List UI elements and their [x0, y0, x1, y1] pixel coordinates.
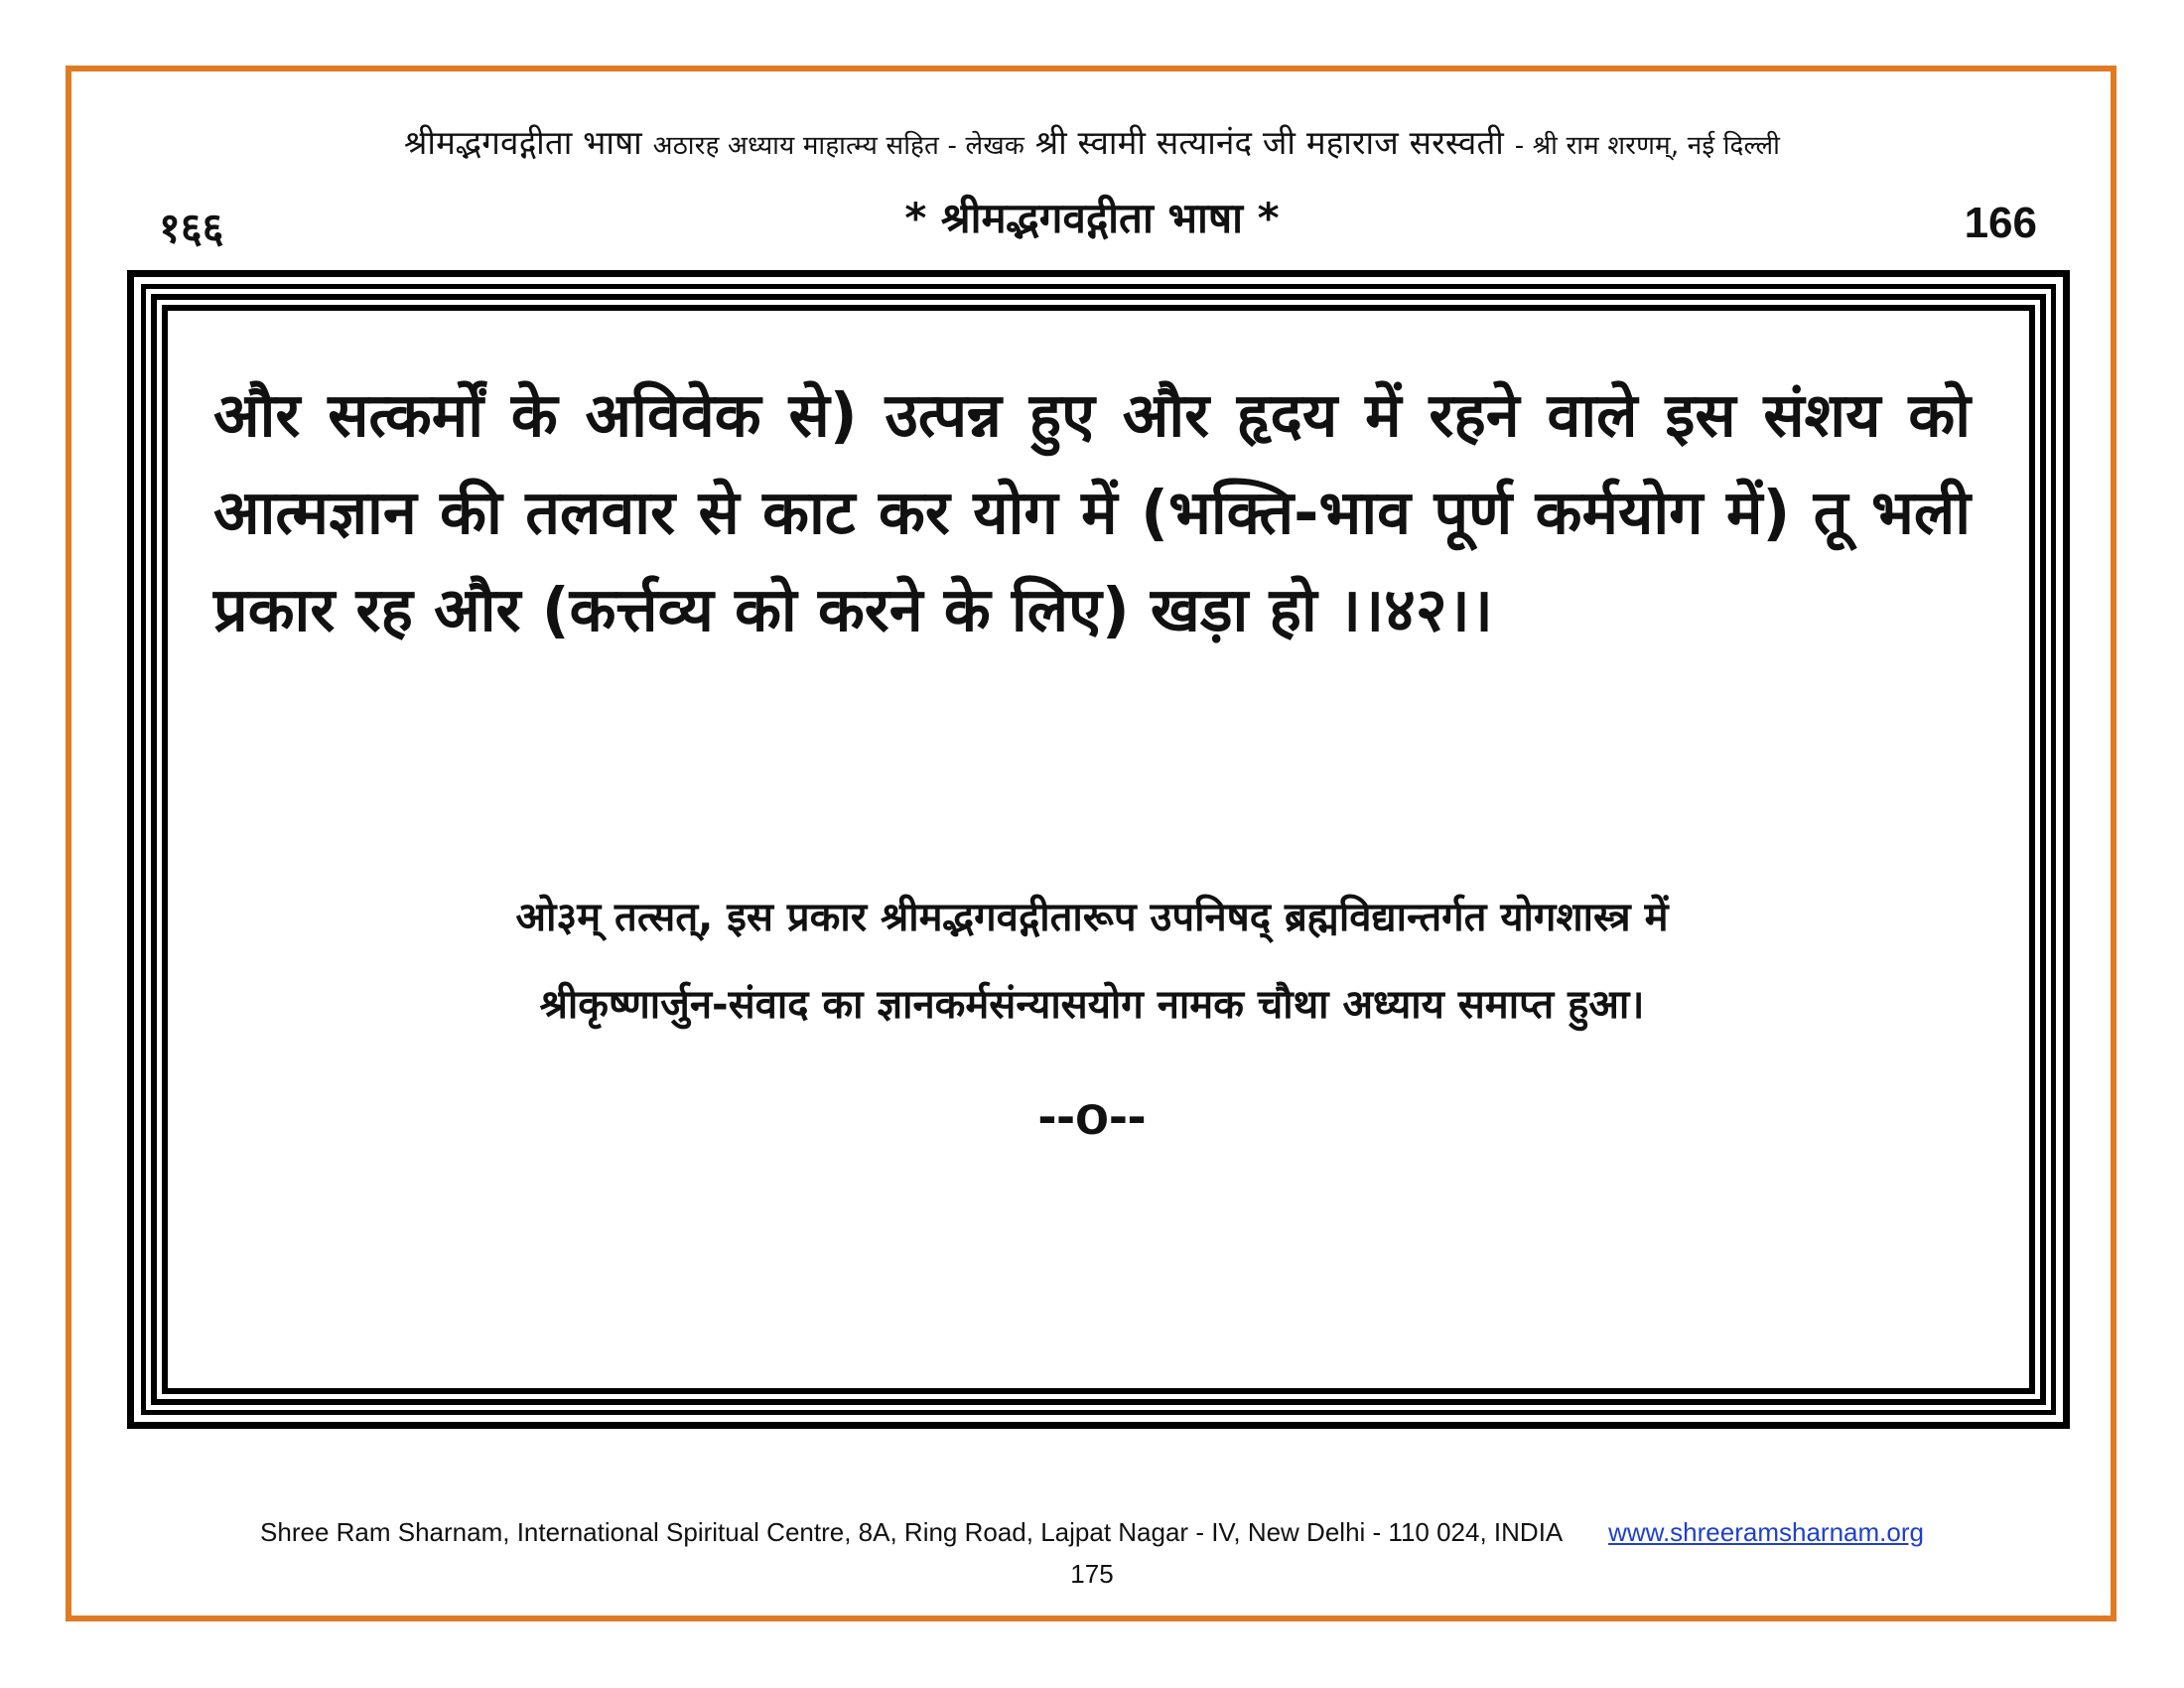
running-header: [0, 119, 2184, 164]
header-publisher: - श्री राम शरणम्, नई दिल्ली: [1514, 131, 1781, 161]
header-title: श्रीमद्भगवद्गीता भाषा: [403, 123, 642, 162]
colophon-line-2: श्रीकृष्णार्जुन-संवाद का ज्ञानकर्मसंन्यासयोग नामक चौथा अध्याय समाप्त हुआ।: [539, 982, 1645, 1028]
section-separator: --o--: [1037, 1083, 1147, 1146]
colophon-line-1: ओ३म् तत्सत्, इस प्रकार श्रीमद्भगवद्गीतारूप उपनिषद् ब्रह्मविद्यान्तर्गत योगशास्त्र में: [515, 895, 1669, 940]
website-link[interactable]: www.shreeramsharnam.org: [1608, 1517, 1924, 1547]
page-number-devanagari: १६६: [159, 204, 224, 252]
footer-page-number: 175: [1070, 1559, 1114, 1589]
verse-text: और सत्कर्मों के अविवेक से) उत्पन्न हुए और हृदय में रहने वाले इस संशय को आत्मज्ञान की तलवार से काट कर योग में (भक्ति-भाव पूर्ण कर्मयोग में) तू भली प्रकार रह और (कर्त्तव्य को करने के लिए) खड़ा हो ।।४२।।: [213, 380, 1971, 645]
page-number-scan: 166: [1964, 199, 2037, 247]
footer-address: Shree Ram Sharnam, International Spiritual Centre, 8A, Ring Road, Lajpat Nagar - IV, New Delhi - 110 024, INDIA: [260, 1517, 1562, 1547]
footer: [0, 1517, 2184, 1548]
book-title: * श्रीमद्भगवद्गीता भाषा *: [904, 194, 1280, 242]
header-subtitle: अठारह अध्याय माहात्म्य सहित - लेखक: [652, 131, 1025, 161]
header-author: श्री स्वामी सत्यानंद जी महाराज सरस्वती: [1034, 123, 1505, 162]
chapter-colophon: [238, 874, 1946, 1049]
